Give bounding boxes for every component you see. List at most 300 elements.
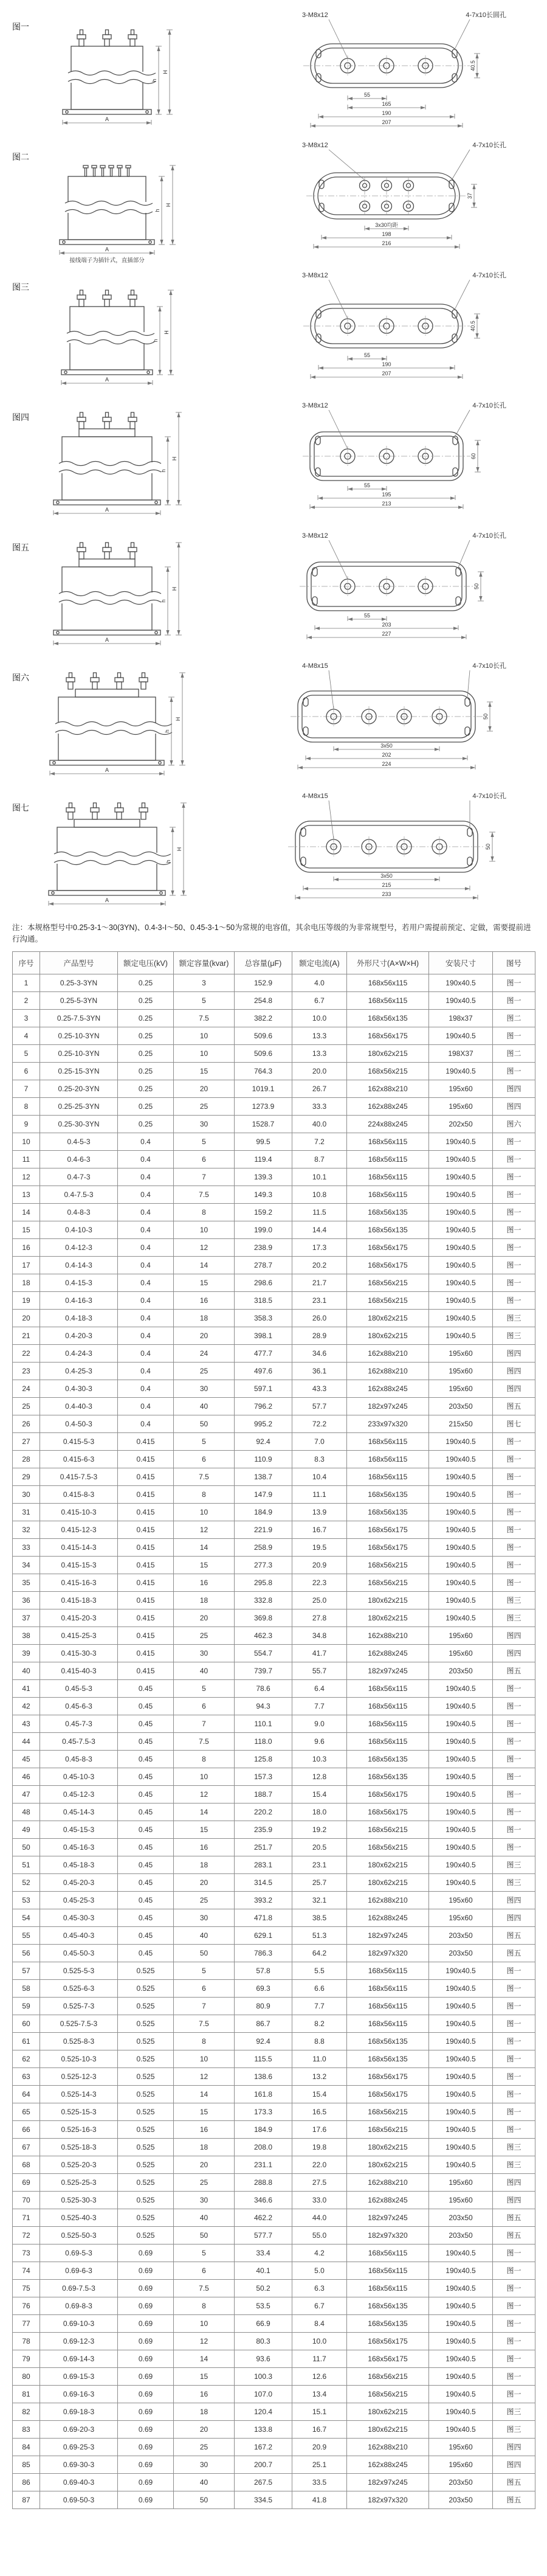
svg-text:55: 55 <box>363 613 371 619</box>
table-cell: 168x56x215 <box>347 1821 429 1838</box>
table-cell: 8 <box>174 1203 235 1221</box>
table-cell: 0.45 <box>118 1838 174 1856</box>
table-cell: 182x97x245 <box>347 1662 429 1679</box>
svg-text:A: A <box>105 246 109 252</box>
svg-text:165: 165 <box>382 101 391 107</box>
column-header: 产品型号 <box>40 951 118 974</box>
table-cell: 168x56x215 <box>347 1291 429 1309</box>
table-cell: 200.7 <box>235 2456 292 2473</box>
svg-text:203: 203 <box>382 622 391 628</box>
table-cell: 图一 <box>493 1450 535 1468</box>
table-row <box>13 2262 535 2279</box>
table-cell: 图四 <box>493 1097 535 1115</box>
table-cell: 162x88x245 <box>347 2191 429 2209</box>
table-row <box>13 1097 535 1115</box>
table-cell: 190x40.5 <box>429 1521 493 1538</box>
table-cell: 0.25 <box>118 1027 174 1044</box>
svg-text:H: H <box>175 717 181 721</box>
table-cell: 图一 <box>493 1503 535 1521</box>
table-cell: 190x40.5 <box>429 2103 493 2120</box>
table-cell: 190x40.5 <box>429 1856 493 1873</box>
table-row <box>13 2015 535 2032</box>
table-cell: 0.25-25-3YN <box>40 1097 118 1115</box>
table-cell: 3 <box>13 1009 40 1027</box>
table-row <box>13 1909 535 1926</box>
table-cell: 34.8 <box>292 1626 347 1644</box>
table-cell: 203x50 <box>429 1397 493 1415</box>
figure-block-3 <box>12 265 535 395</box>
table-cell: 图五 <box>493 2209 535 2226</box>
table-cell: 图一 <box>493 1203 535 1221</box>
table-cell: 23.1 <box>292 1291 347 1309</box>
top-view-drawing <box>280 135 511 264</box>
table-cell: 190x40.5 <box>429 1697 493 1715</box>
table-row <box>13 1027 535 1044</box>
table-cell: 190x40.5 <box>429 2350 493 2367</box>
table-row <box>13 2067 535 2085</box>
table-cell: 21.7 <box>292 1274 347 1291</box>
table-cell: 0.69-7.5-3 <box>40 2279 118 2297</box>
table-cell: 图五 <box>493 2491 535 2508</box>
table-cell: 462.3 <box>235 1626 292 1644</box>
svg-text:190: 190 <box>382 361 391 367</box>
table-cell: 92.4 <box>235 2032 292 2050</box>
table-cell: 138.6 <box>235 2067 292 2085</box>
table-cell: 图四 <box>493 1080 535 1097</box>
table-cell: 161.8 <box>235 2085 292 2103</box>
table-cell: 图二 <box>493 1044 535 1062</box>
table-cell: 168x56x115 <box>347 1697 429 1715</box>
table-cell: 80.3 <box>235 2332 292 2350</box>
table-cell: 0.415 <box>118 1626 174 1644</box>
table-cell: 1 <box>13 974 40 991</box>
svg-text:4-7x10长孔: 4-7x10长孔 <box>472 532 506 540</box>
svg-text:37: 37 <box>467 192 473 200</box>
table-cell: 12.6 <box>292 2367 347 2385</box>
table-cell: 图一 <box>493 2103 535 2120</box>
table-cell: 8.3 <box>292 1450 347 1468</box>
table-cell: 2 <box>13 991 40 1009</box>
table-cell: 32.1 <box>292 1891 347 1909</box>
table-cell: 75 <box>13 2279 40 2297</box>
table-cell: 190x40.5 <box>429 1468 493 1485</box>
table-cell: 152.9 <box>235 974 292 991</box>
table-cell: 168x56x215 <box>347 1556 429 1574</box>
table-cell: 66.9 <box>235 2314 292 2332</box>
table-cell: 65 <box>13 2103 40 2120</box>
table-cell: 50 <box>13 1838 40 1856</box>
table-cell: 157.3 <box>235 1768 292 1785</box>
table-cell: 0.69 <box>118 2350 174 2367</box>
table-cell: 14 <box>13 1203 40 1221</box>
table-cell: 190x40.5 <box>429 1997 493 2015</box>
table-cell: 79 <box>13 2350 40 2367</box>
svg-text:4-7x10长圆孔: 4-7x10长圆孔 <box>466 12 506 19</box>
table-cell: 13.4 <box>292 2385 347 2403</box>
table-cell: 38.5 <box>292 1909 347 1926</box>
table-cell: 7 <box>174 1715 235 1732</box>
table-cell: 40 <box>13 1662 40 1679</box>
svg-text:A: A <box>105 377 109 383</box>
table-cell: 7 <box>174 1997 235 2015</box>
table-row <box>13 1221 535 1238</box>
table-cell: 180x62x215 <box>347 1591 429 1609</box>
table-cell: 图一 <box>493 1750 535 1768</box>
table-cell: 0.415 <box>118 1556 174 1574</box>
table-cell: 32 <box>13 1521 40 1538</box>
table-cell: 11.0 <box>292 2050 347 2067</box>
table-cell: 3 <box>174 974 235 991</box>
table-cell: 图一 <box>493 2085 535 2103</box>
table-cell: 16.7 <box>292 1521 347 1538</box>
table-cell: 162x88x210 <box>347 1891 429 1909</box>
table-cell: 190x40.5 <box>429 1432 493 1450</box>
table-cell: 92.4 <box>235 1432 292 1450</box>
table-cell: 54 <box>13 1909 40 1926</box>
table-cell: 477.7 <box>235 1344 292 1362</box>
table-cell: 0.415-20-3 <box>40 1609 118 1626</box>
table-cell: 12 <box>174 1238 235 1256</box>
table-cell: 图一 <box>493 1715 535 1732</box>
table-cell: 图一 <box>493 2279 535 2297</box>
figure-label: 图五 <box>12 543 29 552</box>
table-cell: 0.525-40-3 <box>40 2209 118 2226</box>
table-cell: 图四 <box>493 2173 535 2191</box>
figure-label: 图二 <box>12 152 29 162</box>
figure-block-1 <box>12 5 535 135</box>
figure-block-7 <box>12 786 535 916</box>
svg-text:55: 55 <box>363 482 371 488</box>
svg-text:h: h <box>160 469 167 473</box>
svg-text:H: H <box>165 203 171 207</box>
table-cell: 162x88x245 <box>347 1644 429 1662</box>
table-cell: 190x40.5 <box>429 1485 493 1503</box>
table-cell: 图一 <box>493 1027 535 1044</box>
table-cell: 0.4-20-3 <box>40 1327 118 1344</box>
table-cell: 195x60 <box>429 1626 493 1644</box>
table-cell: 0.69 <box>118 2262 174 2279</box>
table-cell: 8.2 <box>292 2015 347 2032</box>
table-cell: 33 <box>13 1538 40 1556</box>
table-cell: 25.0 <box>292 1591 347 1609</box>
table-row <box>13 1415 535 1432</box>
table-row <box>13 2456 535 2473</box>
table-cell: 190x40.5 <box>429 1238 493 1256</box>
table-cell: 34 <box>13 1556 40 1574</box>
table-cell: 10.3 <box>292 1750 347 1768</box>
table-cell: 0.25-30-3YN <box>40 1115 118 1133</box>
table-cell: 图五 <box>493 1662 535 1679</box>
svg-text:H: H <box>163 330 170 335</box>
table-cell: 0.69 <box>118 2420 174 2438</box>
table-cell: 0.4-5-3 <box>40 1133 118 1150</box>
table-cell: 190x40.5 <box>429 1591 493 1609</box>
table-row <box>13 1044 535 1062</box>
table-cell: 0.525 <box>118 1979 174 1997</box>
table-cell: 31 <box>13 1503 40 1521</box>
table-cell: 198x37 <box>429 1009 493 1027</box>
table-cell: 图一 <box>493 1962 535 1979</box>
svg-text:3x50: 3x50 <box>380 873 393 879</box>
table-cell: 0.525-50-3 <box>40 2226 118 2244</box>
table-cell: 168x56x135 <box>347 2050 429 2067</box>
table-row <box>13 1838 535 1856</box>
table-cell: 0.45-10-3 <box>40 1768 118 1785</box>
table-cell: 597.1 <box>235 1380 292 1397</box>
table-cell: 30 <box>174 2456 235 2473</box>
svg-text:H: H <box>171 586 177 591</box>
table-cell: 168x56x115 <box>347 1133 429 1150</box>
table-cell: 57.7 <box>292 1397 347 1415</box>
table-cell: 图一 <box>493 2367 535 2385</box>
table-cell: 0.25-7.5-3YN <box>40 1009 118 1027</box>
table-cell: 0.525 <box>118 2085 174 2103</box>
table-cell: 5 <box>174 2244 235 2262</box>
table-cell: 50 <box>174 1415 235 1432</box>
table-row <box>13 1168 535 1186</box>
table-cell: 26.7 <box>292 1080 347 1097</box>
table-cell: 190x40.5 <box>429 2138 493 2156</box>
table-row <box>13 1997 535 2015</box>
svg-text:4-7x10长孔: 4-7x10长孔 <box>472 142 506 149</box>
table-cell: 4 <box>13 1027 40 1044</box>
table-cell: 18 <box>174 1591 235 1609</box>
table-cell: 0.25-10-3YN <box>40 1027 118 1044</box>
table-cell: 190x40.5 <box>429 2120 493 2138</box>
table-cell: 168x56x175 <box>347 2350 429 2367</box>
svg-text:A: A <box>105 637 109 643</box>
table-row <box>13 1397 535 1415</box>
table-cell: 51 <box>13 1856 40 1873</box>
table-cell: 45 <box>13 1750 40 1768</box>
table-cell: 0.525-7.5-3 <box>40 2015 118 2032</box>
top-view-drawing <box>280 395 511 524</box>
table-cell: 203x50 <box>429 2209 493 2226</box>
table-cell: 180x62x215 <box>347 2138 429 2156</box>
table-cell: 5 <box>174 991 235 1009</box>
table-row <box>13 1785 535 1803</box>
svg-text:h: h <box>165 859 171 863</box>
table-cell: 0.4-40-3 <box>40 1397 118 1415</box>
table-cell: 41.8 <box>292 2491 347 2508</box>
table-cell: 9.6 <box>292 1732 347 1750</box>
table-cell: 168x56x115 <box>347 1168 429 1186</box>
table-cell: 51.3 <box>292 1926 347 1944</box>
table-cell: 0.525 <box>118 2120 174 2138</box>
table-cell: 162x88x245 <box>347 1097 429 1115</box>
svg-text:195: 195 <box>382 491 391 498</box>
table-cell: 168x56x115 <box>347 1450 429 1468</box>
table-cell: 图一 <box>493 2120 535 2138</box>
table-row <box>13 2350 535 2367</box>
table-cell: 0.4-25-3 <box>40 1362 118 1380</box>
table-cell: 7.5 <box>174 2015 235 2032</box>
table-cell: 190x40.5 <box>429 2314 493 2332</box>
table-cell: 图一 <box>493 1979 535 1997</box>
table-cell: 168x56x115 <box>347 2244 429 2262</box>
figures-section <box>12 5 535 916</box>
table-cell: 9 <box>13 1115 40 1133</box>
svg-text:213: 213 <box>382 501 391 507</box>
table-row <box>13 1750 535 1768</box>
table-row <box>13 1803 535 1821</box>
table-row <box>13 974 535 991</box>
table-row <box>13 1697 535 1715</box>
table-cell: 图一 <box>493 1838 535 1856</box>
table-cell: 8 <box>174 2297 235 2314</box>
table-cell: 图四 <box>493 1626 535 1644</box>
table-cell: 168x56x115 <box>347 1468 429 1485</box>
table-cell: 0.69 <box>118 2279 174 2297</box>
table-row <box>13 2297 535 2314</box>
table-cell: 30 <box>174 2191 235 2209</box>
table-cell: 190x40.5 <box>429 2279 493 2297</box>
table-cell: 0.45-5-3 <box>40 1679 118 1697</box>
table-cell: 497.6 <box>235 1362 292 1380</box>
column-header: 图号 <box>493 951 535 974</box>
table-cell: 64.2 <box>292 1944 347 1962</box>
table-cell: 0.45 <box>118 1715 174 1732</box>
column-header: 额定容量(kvar) <box>174 951 235 974</box>
table-cell: 190x40.5 <box>429 1821 493 1838</box>
svg-text:h: h <box>160 599 167 603</box>
table-cell: 0.45 <box>118 1856 174 1873</box>
table-cell: 195x60 <box>429 1080 493 1097</box>
table-cell: 18 <box>174 1309 235 1327</box>
table-cell: 14 <box>174 1256 235 1274</box>
table-cell: 53.5 <box>235 2297 292 2314</box>
svg-text:A: A <box>105 767 109 773</box>
table-cell: 图五 <box>493 1944 535 1962</box>
table-cell: 369.8 <box>235 1609 292 1626</box>
table-row <box>13 1715 535 1732</box>
table-row <box>13 1856 535 1873</box>
table-cell: 995.2 <box>235 1415 292 1432</box>
table-cell: 168x56x135 <box>347 1009 429 1027</box>
table-cell: 19 <box>13 1291 40 1309</box>
table-row <box>13 2191 535 2209</box>
svg-text:215: 215 <box>382 882 391 888</box>
table-cell: 77 <box>13 2314 40 2332</box>
table-cell: 195x60 <box>429 2438 493 2456</box>
table-cell: 图五 <box>493 2226 535 2244</box>
table-cell: 图一 <box>493 1574 535 1591</box>
table-cell: 182x97x245 <box>347 1926 429 1944</box>
table-cell: 图三 <box>493 1856 535 1873</box>
table-cell: 334.5 <box>235 2491 292 2508</box>
figure-label: 图三 <box>12 282 29 292</box>
table-cell: 190x40.5 <box>429 1256 493 1274</box>
table-cell: 图三 <box>493 2420 535 2438</box>
table-cell: 5 <box>174 1962 235 1979</box>
figure-label: 图六 <box>12 673 29 682</box>
table-cell: 0.415-6-3 <box>40 1450 118 1468</box>
table-cell: 图一 <box>493 2314 535 2332</box>
table-cell: 10.0 <box>292 1009 347 1027</box>
table-cell: 14 <box>174 1538 235 1556</box>
table-cell: 125.8 <box>235 1750 292 1768</box>
table-cell: 471.8 <box>235 1909 292 1926</box>
table-cell: 0.415-40-3 <box>40 1662 118 1679</box>
table-cell: 图七 <box>493 1415 535 1432</box>
table-cell: 0.525 <box>118 2032 174 2050</box>
table-cell: 0.525 <box>118 2156 174 2173</box>
top-view-drawing <box>280 656 511 785</box>
table-cell: 0.415-16-3 <box>40 1574 118 1591</box>
table-cell: 16 <box>174 1574 235 1591</box>
table-cell: 0.4 <box>118 1274 174 1291</box>
table-row <box>13 1662 535 1679</box>
table-row <box>13 2332 535 2350</box>
top-view-drawing <box>280 265 511 394</box>
table-cell: 168x56x215 <box>347 1274 429 1291</box>
table-cell: 30 <box>174 1644 235 1662</box>
table-row <box>13 1873 535 1891</box>
table-cell: 15 <box>13 1221 40 1238</box>
table-cell: 25.7 <box>292 1873 347 1891</box>
table-row <box>13 1186 535 1203</box>
table-cell: 195x60 <box>429 1891 493 1909</box>
table-cell: 168x56x175 <box>347 2067 429 2085</box>
table-cell: 17.6 <box>292 2120 347 2138</box>
table-cell: 0.4 <box>118 1415 174 1432</box>
table-cell: 57 <box>13 1962 40 1979</box>
table-cell: 83 <box>13 2420 40 2438</box>
table-cell: 199.0 <box>235 1221 292 1238</box>
table-cell: 0.4 <box>118 1221 174 1238</box>
table-cell: 21 <box>13 1327 40 1344</box>
table-row <box>13 1256 535 1274</box>
table-cell: 80 <box>13 2367 40 2385</box>
table-row <box>13 1450 535 1468</box>
table-cell: 55 <box>13 1926 40 1944</box>
table-cell: 8.4 <box>292 2314 347 2332</box>
table-cell: 图四 <box>493 2191 535 2209</box>
table-cell: 0.525-18-3 <box>40 2138 118 2156</box>
svg-text:50: 50 <box>483 713 489 720</box>
table-cell: 23.1 <box>292 1856 347 1873</box>
table-cell: 68 <box>13 2156 40 2173</box>
table-cell: 5 <box>174 1133 235 1150</box>
table-cell: 168x56x175 <box>347 1238 429 1256</box>
table-cell: 6.7 <box>292 991 347 1009</box>
table-row <box>13 2173 535 2191</box>
table-cell: 6 <box>174 1979 235 1997</box>
table-cell: 39 <box>13 1644 40 1662</box>
column-header: 额定电压(kV) <box>118 951 174 974</box>
table-cell: 195x60 <box>429 1344 493 1362</box>
table-cell: 220.2 <box>235 1803 292 1821</box>
table-cell: 462.2 <box>235 2209 292 2226</box>
table-cell: 10.8 <box>292 1186 347 1203</box>
table-cell: 图三 <box>493 1873 535 1891</box>
table-cell: 图四 <box>493 1362 535 1380</box>
figure-block-6 <box>12 656 535 786</box>
table-cell: 0.69-5-3 <box>40 2244 118 2262</box>
table-cell: 295.8 <box>235 1574 292 1591</box>
table-cell: 159.2 <box>235 1203 292 1221</box>
table-cell: 20 <box>174 2156 235 2173</box>
table-cell: 0.4-50-3 <box>40 1415 118 1432</box>
table-cell: 81 <box>13 2385 40 2403</box>
table-cell: 0.4-15-3 <box>40 1274 118 1291</box>
svg-text:207: 207 <box>382 119 391 125</box>
table-row <box>13 1468 535 1485</box>
table-row <box>13 2314 535 2332</box>
table-cell: 20 <box>174 1609 235 1626</box>
table-cell: 162x88x210 <box>347 1344 429 1362</box>
svg-text:h: h <box>151 78 157 82</box>
